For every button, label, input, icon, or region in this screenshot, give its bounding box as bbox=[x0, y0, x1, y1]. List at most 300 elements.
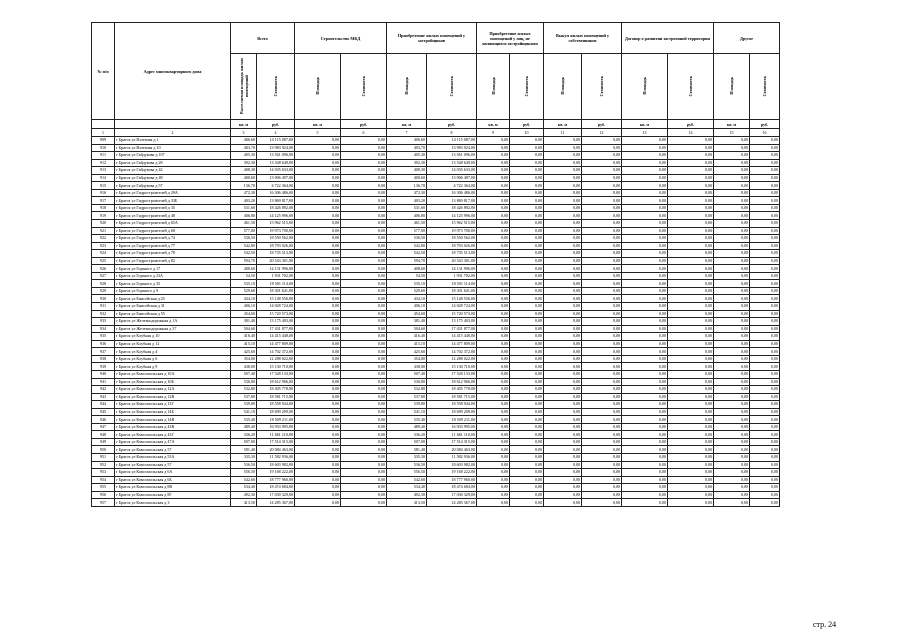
column-number: 11 bbox=[544, 129, 582, 137]
row-area-total: 542,80 bbox=[231, 242, 257, 250]
row-construction-area: 0,00 bbox=[295, 280, 341, 288]
row-development-cost: 0,00 bbox=[668, 295, 714, 303]
row-construction-cost: 0,00 bbox=[341, 423, 387, 431]
subheader-cost: Стоимость bbox=[427, 54, 477, 120]
row-other-area: 0,00 bbox=[714, 295, 750, 303]
row-buyout-area: 0,00 bbox=[544, 416, 582, 424]
table-row bbox=[92, 446, 780, 454]
row-development-area: 0,00 bbox=[622, 272, 668, 280]
row-construction-cost: 0,00 bbox=[341, 182, 387, 190]
row-development-area: 0,00 bbox=[622, 220, 668, 228]
row-construction-cost: 0,00 bbox=[341, 499, 387, 507]
row-non-developers-area: 0,00 bbox=[477, 227, 510, 235]
row-number: 942 bbox=[92, 386, 115, 394]
row-developers-area: 536,80 bbox=[387, 378, 427, 386]
row-number: 916 bbox=[92, 189, 115, 197]
row-buyout-area: 0,00 bbox=[544, 197, 582, 205]
row-construction-cost: 0,00 bbox=[341, 159, 387, 167]
row-development-cost: 0,00 bbox=[668, 393, 714, 401]
row-buyout-cost: 0,00 bbox=[582, 250, 622, 258]
row-buyout-cost: 0,00 bbox=[582, 152, 622, 160]
row-area-total: 438,00 bbox=[231, 363, 257, 371]
row-cost-total: 18 405 778,00 bbox=[257, 386, 295, 394]
row-buyout-area: 0,00 bbox=[544, 265, 582, 273]
row-buyout-area: 0,00 bbox=[544, 152, 582, 160]
row-non-developers-area: 0,00 bbox=[477, 340, 510, 348]
row-area-total: 434,10 bbox=[231, 295, 257, 303]
row-other-cost: 0,00 bbox=[750, 235, 780, 243]
row-buyout-area: 0,00 bbox=[544, 499, 582, 507]
row-area-total: 400,60 bbox=[231, 174, 257, 182]
row-construction-area: 0,00 bbox=[295, 386, 341, 394]
table-row bbox=[92, 182, 780, 190]
row-number: 909 bbox=[92, 137, 115, 145]
table-row bbox=[92, 174, 780, 182]
row-other-area: 0,00 bbox=[714, 204, 750, 212]
row-non-developers-area: 0,00 bbox=[477, 476, 510, 484]
row-non-developers-area: 0,00 bbox=[477, 348, 510, 356]
row-area-total: 406,80 bbox=[231, 212, 257, 220]
row-developers-cost: 4 722 364,00 bbox=[427, 182, 477, 190]
unit-cell: руб. bbox=[582, 120, 622, 129]
row-development-area: 0,00 bbox=[622, 386, 668, 394]
row-buyout-area: 0,00 bbox=[544, 378, 582, 386]
row-buyout-cost: 0,00 bbox=[582, 144, 622, 152]
row-area-total: 534,40 bbox=[231, 484, 257, 492]
row-developers-cost: 14 028 724,00 bbox=[427, 303, 477, 311]
row-developers-cost: 15 720 573,00 bbox=[427, 310, 477, 318]
row-area-total: 425,60 bbox=[231, 348, 257, 356]
row-development-area: 0,00 bbox=[622, 401, 668, 409]
row-construction-area: 0,00 bbox=[295, 250, 341, 258]
row-other-area: 0,00 bbox=[714, 461, 750, 469]
header-group-development-contract: Договор о развитии застроенной территории bbox=[622, 23, 714, 54]
row-construction-cost: 0,00 bbox=[341, 189, 387, 197]
row-area-total: 577,00 bbox=[231, 227, 257, 235]
row-development-cost: 0,00 bbox=[668, 189, 714, 197]
row-other-area: 0,00 bbox=[714, 370, 750, 378]
row-cost-total: 18 581 715,00 bbox=[257, 393, 295, 401]
row-construction-area: 0,00 bbox=[295, 401, 341, 409]
row-cost-total: 1 931 702,00 bbox=[257, 272, 295, 280]
row-construction-area: 0,00 bbox=[295, 423, 341, 431]
row-non-developers-area: 0,00 bbox=[477, 401, 510, 409]
row-development-area: 0,00 bbox=[622, 303, 668, 311]
row-number: 923 bbox=[92, 242, 115, 250]
row-area-total: 537,80 bbox=[231, 393, 257, 401]
row-non-developers-area: 0,00 bbox=[477, 355, 510, 363]
row-construction-area: 0,00 bbox=[295, 174, 341, 182]
row-other-cost: 0,00 bbox=[750, 257, 780, 265]
row-non-developers-cost: 0,00 bbox=[510, 370, 544, 378]
header-group-construction: Строительство МКД bbox=[295, 23, 387, 54]
row-non-developers-cost: 0,00 bbox=[510, 340, 544, 348]
row-cost-total: 18 603 982,00 bbox=[257, 461, 295, 469]
table-body bbox=[92, 137, 780, 507]
row-cost-total: 14 115 087,00 bbox=[257, 137, 295, 145]
header-num: № п/п bbox=[92, 23, 115, 120]
row-other-cost: 0,00 bbox=[750, 491, 780, 499]
row-other-area: 0,00 bbox=[714, 469, 750, 477]
row-cost-total: 14 028 724,00 bbox=[257, 303, 295, 311]
row-other-area: 0,00 bbox=[714, 227, 750, 235]
table-row bbox=[92, 189, 780, 197]
row-buyout-area: 0,00 bbox=[544, 476, 582, 484]
row-developers-cost: 18 301 641,00 bbox=[427, 287, 477, 295]
row-area-total: 406,60 bbox=[231, 137, 257, 145]
row-cost-total: 18 550 562,00 bbox=[257, 235, 295, 243]
row-development-area: 0,00 bbox=[622, 212, 668, 220]
row-buyout-cost: 0,00 bbox=[582, 438, 622, 446]
row-developers-area: 454,60 bbox=[387, 310, 427, 318]
row-cost-total: 18 558 944,00 bbox=[257, 401, 295, 409]
row-developers-cost: 15 962 515,00 bbox=[427, 220, 477, 228]
table-row bbox=[92, 197, 780, 205]
row-construction-cost: 0,00 bbox=[341, 250, 387, 258]
row-non-developers-area: 0,00 bbox=[477, 220, 510, 228]
row-development-cost: 0,00 bbox=[668, 174, 714, 182]
row-development-cost: 0,00 bbox=[668, 348, 714, 356]
table-row bbox=[92, 370, 780, 378]
row-other-cost: 0,00 bbox=[750, 204, 780, 212]
row-construction-cost: 0,00 bbox=[341, 491, 387, 499]
row-development-cost: 0,00 bbox=[668, 167, 714, 175]
row-development-area: 0,00 bbox=[622, 499, 668, 507]
row-construction-cost: 0,00 bbox=[341, 287, 387, 295]
row-area-total: 405,30 bbox=[231, 152, 257, 160]
row-development-area: 0,00 bbox=[622, 416, 668, 424]
unit-cell: руб. bbox=[510, 120, 544, 129]
row-buyout-cost: 0,00 bbox=[582, 159, 622, 167]
row-construction-cost: 0,00 bbox=[341, 310, 387, 318]
table-row bbox=[92, 423, 780, 431]
row-area-total: 354,00 bbox=[231, 355, 257, 363]
row-non-developers-cost: 0,00 bbox=[510, 461, 544, 469]
row-developers-cost: 18 612 966,00 bbox=[427, 378, 477, 386]
row-buyout-cost: 0,00 bbox=[582, 257, 622, 265]
row-non-developers-area: 0,00 bbox=[477, 280, 510, 288]
row-development-cost: 0,00 bbox=[668, 204, 714, 212]
row-other-area: 0,00 bbox=[714, 242, 750, 250]
column-number: 3 bbox=[231, 129, 257, 137]
row-other-cost: 0,00 bbox=[750, 476, 780, 484]
row-buyout-cost: 0,00 bbox=[582, 461, 622, 469]
row-address: г Братск ул Клубная д 12 bbox=[115, 340, 231, 348]
row-buyout-cost: 0,00 bbox=[582, 235, 622, 243]
row-number: 924 bbox=[92, 250, 115, 258]
row-other-area: 0,00 bbox=[714, 453, 750, 461]
row-buyout-area: 0,00 bbox=[544, 204, 582, 212]
row-other-cost: 0,00 bbox=[750, 484, 780, 492]
row-construction-area: 0,00 bbox=[295, 476, 341, 484]
table-row bbox=[92, 408, 780, 416]
row-number: 955 bbox=[92, 484, 115, 492]
table-row bbox=[92, 333, 780, 341]
table-row bbox=[92, 220, 780, 228]
table-row bbox=[92, 363, 780, 371]
row-developers-cost: 18 558 944,00 bbox=[427, 401, 477, 409]
row-cost-total: 18 699 209,00 bbox=[257, 408, 295, 416]
row-cost-total: 18 509 211,00 bbox=[257, 416, 295, 424]
resettlement-table bbox=[91, 22, 780, 507]
row-non-developers-area: 0,00 bbox=[477, 152, 510, 160]
table-row bbox=[92, 295, 780, 303]
row-area-total: 336,20 bbox=[231, 431, 257, 439]
row-developers-area: 461,50 bbox=[387, 220, 427, 228]
row-development-cost: 0,00 bbox=[668, 461, 714, 469]
row-other-cost: 0,00 bbox=[750, 182, 780, 190]
row-other-area: 0,00 bbox=[714, 499, 750, 507]
row-developers-cost: 17 030 329,00 bbox=[427, 491, 477, 499]
row-developers-cost: 16 933 995,00 bbox=[427, 423, 477, 431]
row-non-developers-cost: 0,00 bbox=[510, 303, 544, 311]
row-construction-cost: 0,00 bbox=[341, 220, 387, 228]
row-development-area: 0,00 bbox=[622, 242, 668, 250]
row-other-cost: 0,00 bbox=[750, 378, 780, 386]
row-development-area: 0,00 bbox=[622, 438, 668, 446]
document-table-wrapper bbox=[91, 22, 780, 507]
row-developers-area: 531,60 bbox=[387, 204, 427, 212]
row-non-developers-cost: 0,00 bbox=[510, 310, 544, 318]
row-non-developers-cost: 0,00 bbox=[510, 318, 544, 326]
row-address: г Братск ул Комсомольская д 53А bbox=[115, 453, 231, 461]
table-row bbox=[92, 438, 780, 446]
column-number: 15 bbox=[714, 129, 750, 137]
header-group-developers: Приобретение жилых помещений у застройщиков bbox=[387, 23, 477, 54]
row-non-developers-cost: 0,00 bbox=[510, 144, 544, 152]
row-other-area: 0,00 bbox=[714, 159, 750, 167]
row-area-total: 535,40 bbox=[231, 416, 257, 424]
row-developers-cost: 14 035 633,00 bbox=[427, 167, 477, 175]
row-construction-area: 0,00 bbox=[295, 144, 341, 152]
row-other-cost: 0,00 bbox=[750, 499, 780, 507]
table-row bbox=[92, 318, 780, 326]
row-address: г Братск ул Комсомольская д 6А bbox=[115, 469, 231, 477]
row-area-total: 532,80 bbox=[231, 386, 257, 394]
row-number: 943 bbox=[92, 393, 115, 401]
row-development-area: 0,00 bbox=[622, 325, 668, 333]
row-construction-cost: 0,00 bbox=[341, 318, 387, 326]
row-construction-area: 0,00 bbox=[295, 446, 341, 454]
row-buyout-area: 0,00 bbox=[544, 370, 582, 378]
row-construction-cost: 0,00 bbox=[341, 401, 387, 409]
table-row bbox=[92, 257, 780, 265]
row-construction-cost: 0,00 bbox=[341, 469, 387, 477]
row-construction-cost: 0,00 bbox=[341, 453, 387, 461]
row-construction-cost: 0,00 bbox=[341, 476, 387, 484]
row-buyout-area: 0,00 bbox=[544, 469, 582, 477]
column-number: 12 bbox=[582, 129, 622, 137]
unit-cell: руб. bbox=[257, 120, 295, 129]
row-number: 911 bbox=[92, 152, 115, 160]
row-developers-cost: 18 793 026,00 bbox=[427, 242, 477, 250]
row-address: г Братск ул Комсомольская д 57 bbox=[115, 446, 231, 454]
row-address: г Братск ул Клубная д 10 bbox=[115, 333, 231, 341]
table-row bbox=[92, 227, 780, 235]
row-area-total: 54,50 bbox=[231, 272, 257, 280]
row-buyout-area: 0,00 bbox=[544, 250, 582, 258]
row-buyout-area: 0,00 bbox=[544, 159, 582, 167]
row-address: г Братск ул Гидростроителей д 74 bbox=[115, 235, 231, 243]
row-construction-area: 0,00 bbox=[295, 393, 341, 401]
row-development-cost: 0,00 bbox=[668, 355, 714, 363]
row-developers-cost: 18 509 211,00 bbox=[427, 416, 477, 424]
row-buyout-area: 0,00 bbox=[544, 333, 582, 341]
column-number: 1 bbox=[92, 129, 115, 137]
row-other-area: 0,00 bbox=[714, 325, 750, 333]
row-non-developers-cost: 0,00 bbox=[510, 189, 544, 197]
row-area-total: 392,30 bbox=[231, 159, 257, 167]
row-address: г Братск ул Гидростроителей д 65А bbox=[115, 220, 231, 228]
row-number: 950 bbox=[92, 446, 115, 454]
row-address: г Братск ул Комсомольская д 3 bbox=[115, 499, 231, 507]
row-buyout-area: 0,00 bbox=[544, 144, 582, 152]
row-number: 920 bbox=[92, 220, 115, 228]
row-buyout-area: 0,00 bbox=[544, 401, 582, 409]
row-buyout-area: 0,00 bbox=[544, 212, 582, 220]
row-non-developers-area: 0,00 bbox=[477, 310, 510, 318]
row-development-area: 0,00 bbox=[622, 484, 668, 492]
row-buyout-area: 0,00 bbox=[544, 220, 582, 228]
row-construction-cost: 0,00 bbox=[341, 152, 387, 160]
row-development-area: 0,00 bbox=[622, 408, 668, 416]
row-address: г Братск ул Енисейская д 55 bbox=[115, 310, 231, 318]
row-buyout-cost: 0,00 bbox=[582, 401, 622, 409]
row-non-developers-cost: 0,00 bbox=[510, 242, 544, 250]
row-area-total: 413,50 bbox=[231, 499, 257, 507]
row-construction-cost: 0,00 bbox=[341, 204, 387, 212]
table-row bbox=[92, 355, 780, 363]
row-development-area: 0,00 bbox=[622, 152, 668, 160]
row-development-cost: 0,00 bbox=[668, 220, 714, 228]
row-development-cost: 0,00 bbox=[668, 280, 714, 288]
row-developers-cost: 14 415 448,00 bbox=[427, 333, 477, 341]
row-other-cost: 0,00 bbox=[750, 227, 780, 235]
row-developers-cost: 13 983 924,00 bbox=[427, 144, 477, 152]
row-number: 912 bbox=[92, 159, 115, 167]
row-cost-total: 20 543 301,00 bbox=[257, 257, 295, 265]
row-development-cost: 0,00 bbox=[668, 340, 714, 348]
row-non-developers-cost: 0,00 bbox=[510, 484, 544, 492]
row-developers-area: 577,00 bbox=[387, 227, 427, 235]
row-construction-area: 0,00 bbox=[295, 453, 341, 461]
table-row bbox=[92, 250, 780, 258]
row-non-developers-cost: 0,00 bbox=[510, 220, 544, 228]
row-development-cost: 0,00 bbox=[668, 265, 714, 273]
row-non-developers-area: 0,00 bbox=[477, 438, 510, 446]
row-non-developers-cost: 0,00 bbox=[510, 152, 544, 160]
row-buyout-area: 0,00 bbox=[544, 137, 582, 145]
row-buyout-area: 0,00 bbox=[544, 386, 582, 394]
row-cost-total: 18 777 960,00 bbox=[257, 476, 295, 484]
subheader-cost: Стоимость bbox=[668, 54, 714, 120]
row-buyout-cost: 0,00 bbox=[582, 197, 622, 205]
row-construction-area: 0,00 bbox=[295, 287, 341, 295]
row-development-cost: 0,00 bbox=[668, 453, 714, 461]
row-buyout-cost: 0,00 bbox=[582, 182, 622, 190]
header-group-non-developers: Приобретение жилых помещений у лиц, не являющихся застройщиками bbox=[477, 23, 544, 54]
row-non-developers-area: 0,00 bbox=[477, 257, 510, 265]
row-area-total: 529,60 bbox=[231, 287, 257, 295]
row-address: г Братск ул Комсомольская д 43В bbox=[115, 423, 231, 431]
row-buyout-area: 0,00 bbox=[544, 453, 582, 461]
header-group-buyout: Выкуп жилых помещений у собственников bbox=[544, 23, 622, 54]
row-other-area: 0,00 bbox=[714, 363, 750, 371]
row-developers-cost: 17 431 877,00 bbox=[427, 325, 477, 333]
row-address: г Братск ул Комсомольская д 13Г bbox=[115, 401, 231, 409]
row-buyout-cost: 0,00 bbox=[582, 408, 622, 416]
row-construction-area: 0,00 bbox=[295, 355, 341, 363]
row-other-cost: 0,00 bbox=[750, 189, 780, 197]
row-other-cost: 0,00 bbox=[750, 280, 780, 288]
row-development-area: 0,00 bbox=[622, 280, 668, 288]
row-non-developers-area: 0,00 bbox=[477, 144, 510, 152]
subheader-area: Площадь bbox=[622, 54, 668, 120]
row-construction-cost: 0,00 bbox=[341, 378, 387, 386]
row-development-area: 0,00 bbox=[622, 257, 668, 265]
row-construction-cost: 0,00 bbox=[341, 197, 387, 205]
row-developers-cost: 18 474 684,00 bbox=[427, 484, 477, 492]
row-area-total: 406,10 bbox=[231, 303, 257, 311]
row-number: 957 bbox=[92, 499, 115, 507]
row-other-cost: 0,00 bbox=[750, 348, 780, 356]
row-cost-total: 20 084 463,00 bbox=[257, 446, 295, 454]
table-row bbox=[92, 491, 780, 499]
row-construction-area: 0,00 bbox=[295, 303, 341, 311]
row-other-area: 0,00 bbox=[714, 212, 750, 220]
row-other-area: 0,00 bbox=[714, 416, 750, 424]
row-developers-area: 542,50 bbox=[387, 250, 427, 258]
row-developers-area: 542,60 bbox=[387, 476, 427, 484]
row-number: 914 bbox=[92, 174, 115, 182]
row-other-area: 0,00 bbox=[714, 144, 750, 152]
row-developers-cost: 17 528 133,00 bbox=[427, 370, 477, 378]
row-construction-area: 0,00 bbox=[295, 257, 341, 265]
row-buyout-area: 0,00 bbox=[544, 189, 582, 197]
row-developers-cost: 14 477 809,00 bbox=[427, 340, 477, 348]
row-buyout-cost: 0,00 bbox=[582, 431, 622, 439]
row-other-area: 0,00 bbox=[714, 189, 750, 197]
row-non-developers-area: 0,00 bbox=[477, 469, 510, 477]
row-other-cost: 0,00 bbox=[750, 340, 780, 348]
row-area-total: 536,80 bbox=[231, 378, 257, 386]
row-non-developers-area: 0,00 bbox=[477, 453, 510, 461]
row-non-developers-cost: 0,00 bbox=[510, 386, 544, 394]
row-developers-area: 413,50 bbox=[387, 499, 427, 507]
row-development-area: 0,00 bbox=[622, 348, 668, 356]
row-non-developers-area: 0,00 bbox=[477, 386, 510, 394]
row-other-area: 0,00 bbox=[714, 310, 750, 318]
row-non-developers-cost: 0,00 bbox=[510, 212, 544, 220]
row-buyout-cost: 0,00 bbox=[582, 280, 622, 288]
row-other-area: 0,00 bbox=[714, 167, 750, 175]
row-development-cost: 0,00 bbox=[668, 446, 714, 454]
row-developers-cost: 11 582 936,00 bbox=[427, 453, 477, 461]
row-developers-area: 400,60 bbox=[387, 174, 427, 182]
row-other-cost: 0,00 bbox=[750, 167, 780, 175]
row-construction-cost: 0,00 bbox=[341, 265, 387, 273]
row-address: г Братск ул Взлетная д 10 bbox=[115, 144, 231, 152]
row-address: г Братск ул Комсомольская д 14Б bbox=[115, 408, 231, 416]
row-number: 922 bbox=[92, 235, 115, 243]
row-construction-area: 0,00 bbox=[295, 197, 341, 205]
row-developers-area: 536,50 bbox=[387, 461, 427, 469]
row-non-developers-cost: 0,00 bbox=[510, 393, 544, 401]
column-number: 14 bbox=[668, 129, 714, 137]
row-non-developers-cost: 0,00 bbox=[510, 295, 544, 303]
row-other-area: 0,00 bbox=[714, 438, 750, 446]
row-development-cost: 0,00 bbox=[668, 227, 714, 235]
